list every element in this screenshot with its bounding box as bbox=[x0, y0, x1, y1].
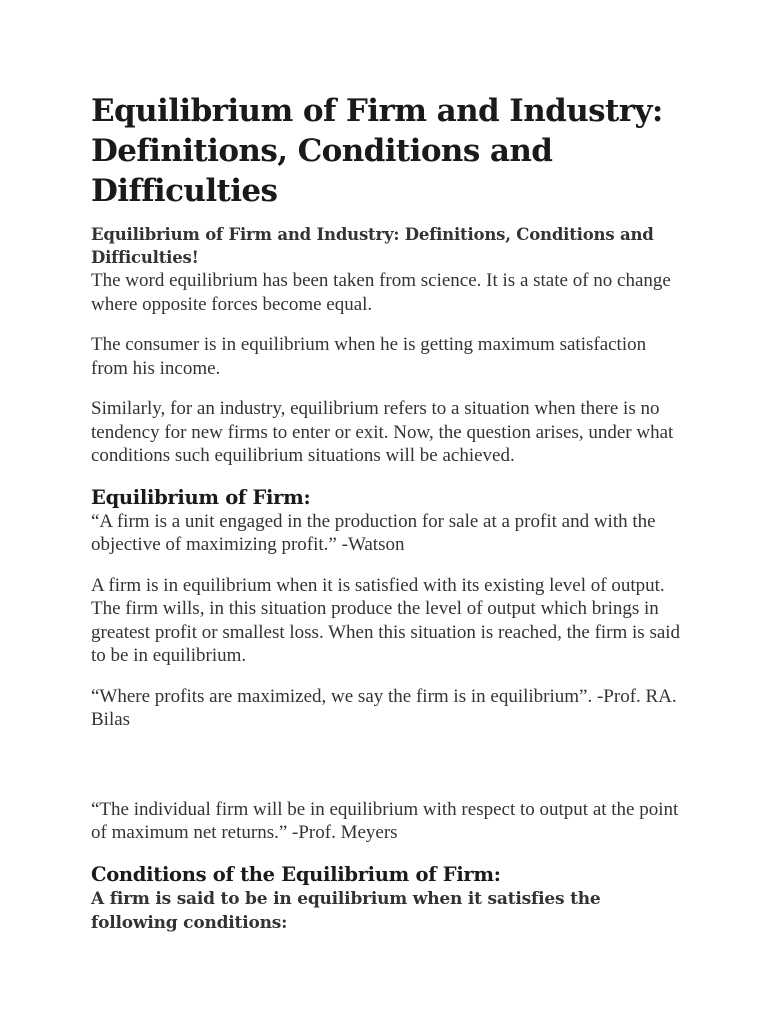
intro-paragraph: The consumer is in equilibrium when he is getting maximum satisfaction from his income. bbox=[91, 334, 647, 379]
quote-watson: “A firm is a unit engaged in the production for sale at a profit and with the objective of maximizing profit.” -Watson bbox=[91, 510, 656, 555]
section-heading-conditions: Conditions of the Equilibrium of Firm: bbox=[91, 862, 501, 886]
body-paragraph: A firm is in equilibrium when it is satisfied with its existing level of output. The firm wills, in this situation produce the level of output which brings in greatest profit or smallest loss. When this situation is reached, the firm is said to be in equilibrium. bbox=[91, 574, 681, 666]
intro-paragraph: The word equilibrium has been taken from science. It is a state of no change where opposite forces become equal. bbox=[91, 270, 671, 315]
section-heading-equilibrium-of-firm: Equilibrium of Firm: bbox=[91, 485, 311, 509]
quote-bilas: “Where profits are maximized, we say the firm is in equilibrium”. -Prof. RA. Bilas bbox=[91, 685, 677, 730]
article-subtitle: Equilibrium of Firm and Industry: Definitions, Conditions and Difficulties! bbox=[91, 225, 654, 267]
conditions-lead: A firm is said to be in equilibrium when it satisfies the following conditions: bbox=[91, 888, 601, 933]
quote-meyers: “The individual firm will be in equilibrium with respect to output at the point of maximum net returns.” -Prof. Meyers bbox=[91, 798, 679, 843]
document-page bbox=[91, 91, 681, 935]
page-title: Equilibrium of Firm and Industry: Definitions, Conditions and Difficulties bbox=[91, 93, 663, 209]
intro-paragraph: Similarly, for an industry, equilibrium refers to a situation when there is no tendency for new firms to enter or exit. Now, the question arises, under what conditions such equilibrium situations will be achieved. bbox=[91, 398, 674, 466]
